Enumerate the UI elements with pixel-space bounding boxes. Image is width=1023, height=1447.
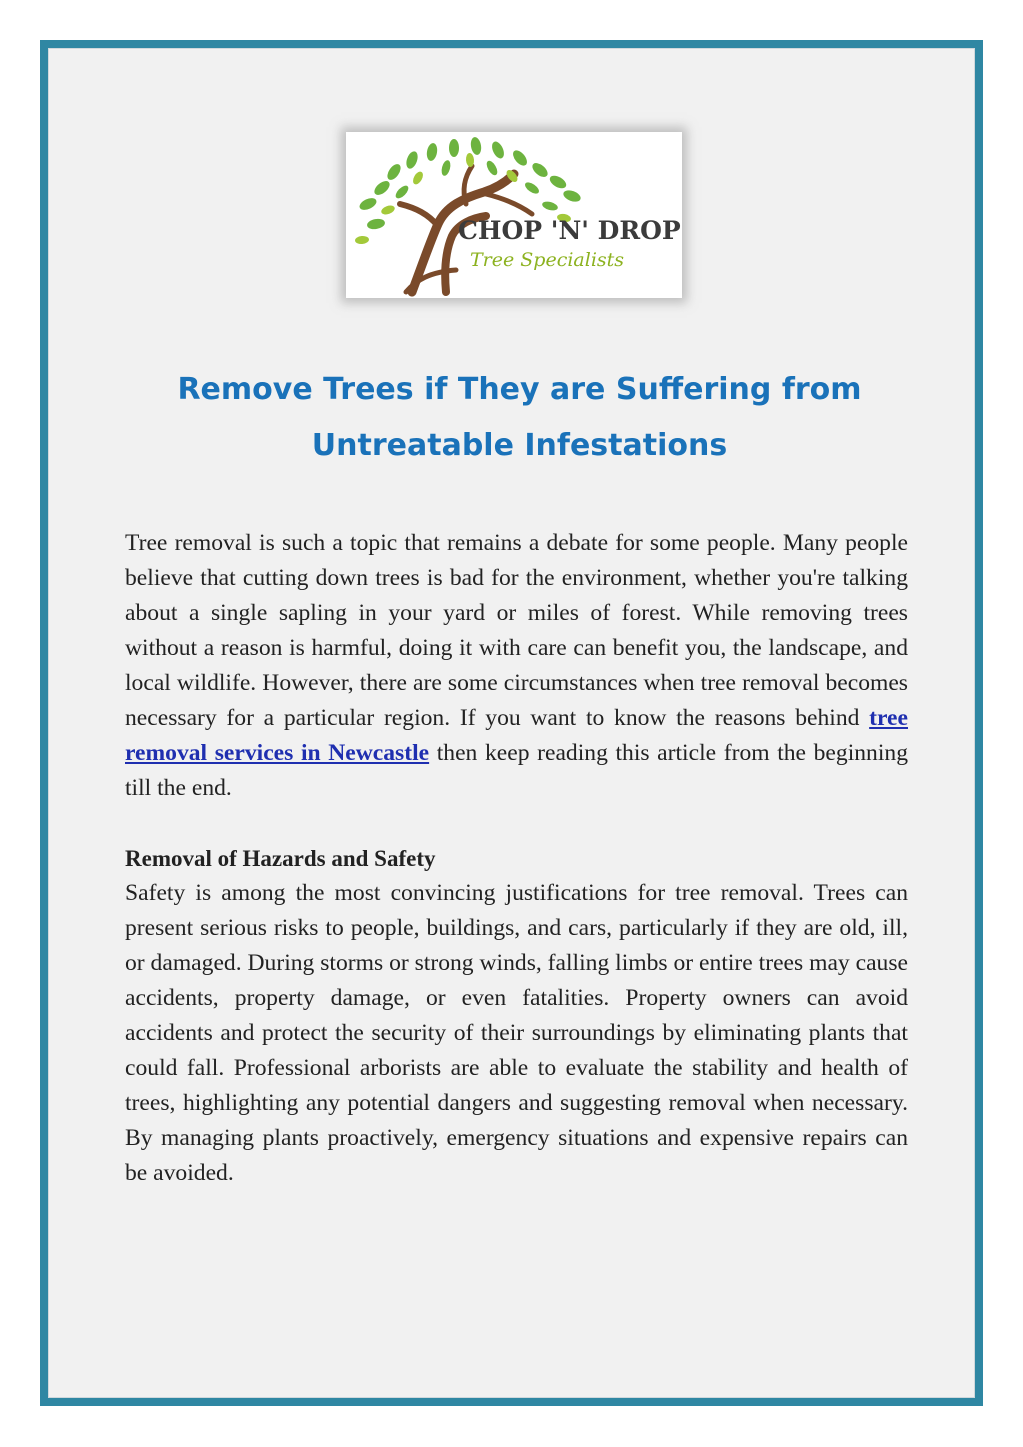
tree-removal-services-link[interactable]: tree removal services in Newcastle (125, 705, 908, 766)
tree-logo-icon (346, 132, 682, 298)
section-paragraph: Safety is among the most convincing justifications for tree removal. Trees can present serious risks to people, buildings, and cars, particularly if they are old, ill, or damaged. During storms or strong winds, falling limbs or entire trees may cause accidents, property damage, or even fatalities. Property owners can avoid accidents and protect the security of their surroundings by eliminating plants that could fall. Professional arborists are able to evaluate the stability and health of trees, highlighting any potential dangers and suggesting removal when necessary. By managing plants proactively, emergency situations and expensive repairs can be avoided. (125, 880, 909, 1186)
intro-text-before-link: Tree removal is such a topic that remains a debate for some people. Many people believe that cutting down trees is bad for the environment, whether you're talking about a single sapling in your yard or miles of forest. While removing trees without a reason is harmful, doing it with care can benefit you, the landscape, and local wildlife. However, there are some circumstances when tree removal becomes necessary for a particular region. If you want to know the reasons behind (125, 530, 908, 731)
document-title: Remove Trees if They are Suffering from Untreatable Infestations (177, 372, 862, 463)
logo-tagline: Tree Specialists (470, 249, 625, 271)
logo-brand-name: CHOP 'N' DROP (458, 216, 681, 245)
document-body (125, 526, 908, 1191)
company-logo (346, 132, 682, 298)
page-frame (40, 40, 983, 1406)
intro-paragraph (125, 526, 908, 806)
intro-text-after-link: then keep reading this article from the beginning till the end. (125, 740, 908, 801)
section-heading: Removal of Hazards and Safety (125, 846, 436, 871)
